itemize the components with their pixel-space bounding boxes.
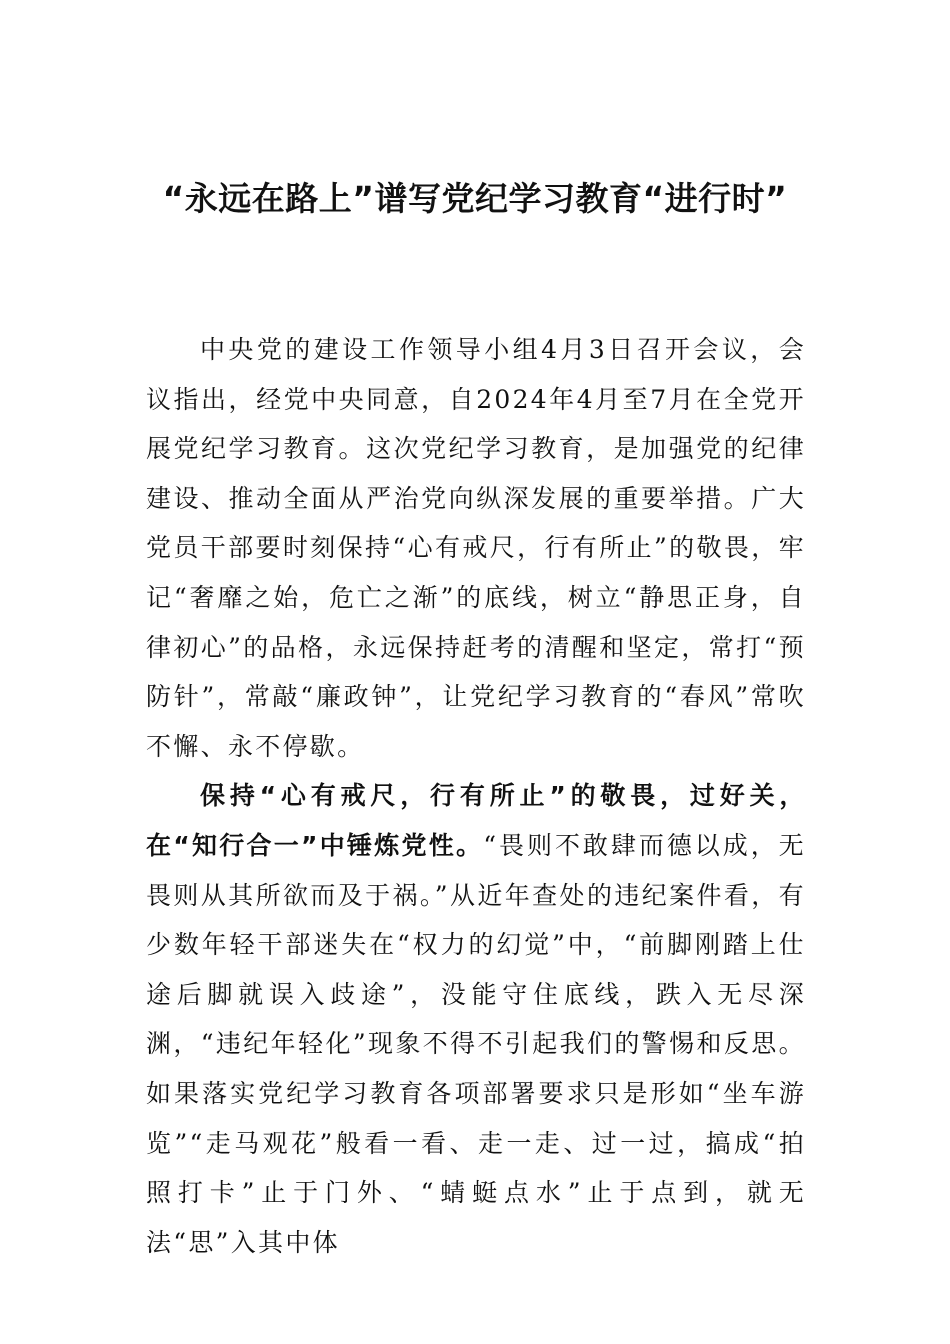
section-lead-heading: 保持“心有戒尺，行有所止”的敬畏，过好关，在“知行合一”中锤炼党性。	[146, 781, 806, 860]
document-title: “永远在路上”谱写党纪学习教育“进行时”	[162, 179, 788, 218]
paragraph-text: 中央党的建设工作领导小组4月3日召开会议，会议指出，经党中央同意，自2024年4月至7月在全党开展党纪学习教育。这次党纪学习教育，是加强党的纪律建设、推动全面从严治党向纵深发展的重要举措。广大党员干部要时刻保持“心有戒尺，行有所止”的敬畏，牢记“奢靡之始，危亡之渐”的底线，树立“静思正身，自律初心”的品格，永远保持赶考的清醒和坚定，常打“预防针”，常敲“廉政钟”，让党纪学习教育的“春风”常吹不懈、永不停歇。	[146, 335, 806, 761]
paragraph-intro	[146, 325, 806, 771]
document-body	[146, 325, 806, 1267]
paragraph-text: “畏则不敢肆而德以成，无畏则从其所欲而及于祸。”从近年查处的违纪案件看，有少数年轻干部迷失在“权力的幻觉”中，“前脚刚踏上仕途后脚就误入歧途”，没能守住底线，跌入无尽深渊，“违纪年轻化”现象不得不引起我们的警惕和反思。如果落实党纪学习教育各项部署要求只是形如“坐车游览”“走马观花”般看一看、走一走、过一过，搞成“拍照打卡”止于门外、“蜻蜓点水”止于点到，就无法“思”入其中体	[146, 830, 806, 1257]
paragraph-section-1	[146, 771, 806, 1267]
